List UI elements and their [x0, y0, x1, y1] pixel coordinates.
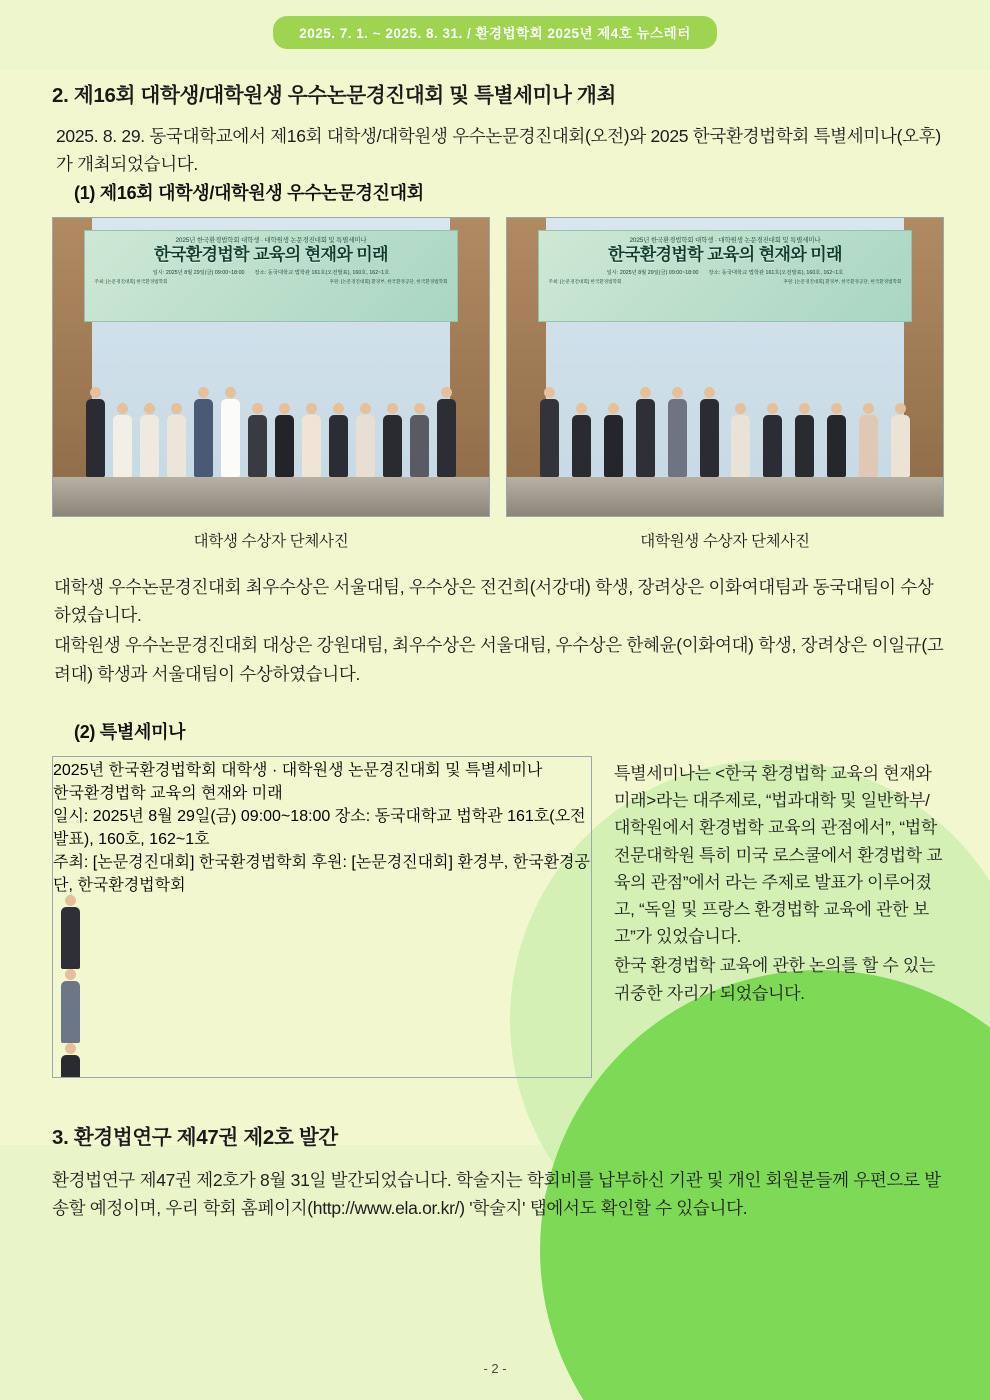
banner-sponsor: 후원: [논문경진대회] 환경부, 한국환경공단, 한국환경법학회 — [53, 854, 590, 895]
section-2-intro: 2025. 8. 29. 동국대학교에서 제16회 대학생/대학원생 우수논문경진대회(오전)와 2025 한국환경법학회 특별세미나(오후)가 개최되었습니다. — [56, 126, 941, 175]
section-3-body: 환경법연구 제47권 제2호가 8월 31일 발간되었습니다. 학술지는 학회비를 납부하신 기관 및 개인 회원분들께 우편으로 발송할 예정이며, 우리 학회 홈페이지(http://www.ela.or.kr/) '학술지' 탭에서도 확인할 수 있습니다. — [52, 1170, 941, 1219]
header-ribbon-wrap — [0, 16, 990, 49]
person — [326, 403, 350, 477]
banner-meta — [91, 268, 452, 276]
section-3-title: 3. 환경법연구 제47권 제2호 발간 — [52, 1126, 338, 1150]
section-2-title: 2. 제16회 대학생/대학원생 우수논문경진대회 및 특별세미나 개최 — [52, 84, 617, 107]
newsletter-date-ribbon: 2025. 7. 1. ~ 2025. 8. 31. / 환경법학회 2025년 제4호 뉴스레터 — [273, 16, 717, 49]
photo-special-seminar — [52, 756, 592, 1078]
banner-host: 주최: [논문경진대회] 한국환경법학회 — [53, 854, 308, 872]
banner-meta-date: 일시: 2025년 8월 29일(금) 09:00~18:00 — [53, 808, 331, 826]
seminar-description — [614, 756, 944, 1007]
person — [218, 387, 242, 477]
person — [84, 387, 108, 477]
photo-graduate-winners — [506, 217, 944, 517]
caption-graduate: 대학원생 수상자 단체사진 — [640, 532, 810, 550]
award-results — [52, 573, 944, 688]
photo-people-group — [538, 334, 913, 477]
person — [601, 403, 625, 477]
banner-title: 한국환경법학 교육의 현재와 미래 — [608, 244, 842, 264]
caption-undergraduate: 대학생 수상자 단체사진 — [193, 532, 349, 550]
section-3 — [52, 1120, 944, 1223]
banner-sponsor: 후원: [논문경진대회] 환경부, 한국환경공단, 한국환경법학회 — [783, 279, 902, 285]
banner-footer — [53, 849, 591, 895]
photo-floor — [53, 477, 489, 516]
person — [538, 387, 562, 477]
banner-subtitle: 2025년 한국환경법학회 대학생 · 대학원생 논문경진대회 및 특별세미나 — [175, 236, 367, 244]
person — [353, 403, 377, 477]
seminar-row — [52, 756, 944, 1078]
person — [164, 403, 188, 477]
person — [825, 403, 849, 477]
banner-meta-place: 장소: 동국대학교 법학관 161호(오전발표), 160호, 162~1호 — [53, 808, 586, 849]
person — [569, 403, 593, 477]
page-number: - 2 - — [483, 1361, 507, 1376]
person — [299, 403, 323, 477]
award-photo-col-right — [506, 217, 944, 551]
banner-host: 주최: [논문경진대회] 한국환경법학회 — [548, 279, 622, 285]
person — [665, 387, 689, 477]
person — [633, 387, 657, 477]
person — [407, 403, 431, 477]
person — [697, 387, 721, 477]
person — [793, 403, 817, 477]
person — [857, 403, 881, 477]
person — [245, 403, 269, 477]
photo-undergraduate-winners — [52, 217, 490, 517]
person — [111, 403, 135, 477]
photo-banner-right — [538, 230, 913, 322]
banner-meta-date: 일시: 2025년 8월 29일(금) 09:00~18:00 — [606, 270, 699, 277]
person — [761, 403, 785, 477]
banner-title: 한국환경법학 교육의 현재와 미래 — [53, 785, 283, 803]
banner-meta — [545, 268, 906, 276]
banner-sponsor: 후원: [논문경진대회] 환경부, 한국환경공단, 한국환경법학회 — [329, 279, 448, 285]
award-result-undergraduate: 대학생 우수논문경진대회 최우수상은 서울대팀, 우수상은 전건희(서강대) 학생, 장려상은 이화여대팀과 동국대팀이 수상하였습니다. — [54, 576, 934, 626]
subsection-2-title: (2) 특별세미나 — [74, 722, 186, 743]
person — [434, 387, 458, 477]
person — [53, 895, 87, 969]
banner-subtitle: 2025년 한국환경법학회 대학생 · 대학원생 논문경진대회 및 특별세미나 — [53, 762, 543, 780]
banner-host: 주최: [논문경진대회] 한국환경법학회 — [94, 279, 168, 285]
photo-banner-left — [84, 230, 459, 322]
page-content — [52, 78, 944, 1223]
photo-banner-seminar — [53, 757, 591, 895]
banner-meta-place: 장소: 동국대학교 법학관 161호(오전발표), 160호, 162~1호 — [708, 270, 844, 277]
banner-footer — [545, 279, 906, 285]
person — [191, 387, 215, 477]
banner-meta-date: 일시: 2025년 8월 29일(금) 09:00~18:00 — [152, 270, 245, 277]
banner-meta-place: 장소: 동국대학교 법학관 161호(오전발표), 160호, 162~1호 — [254, 270, 390, 277]
seminar-section — [52, 718, 944, 1078]
photo-people-group — [84, 334, 459, 477]
person — [137, 403, 161, 477]
subsection-1-title: (1) 제16회 대학생/대학원생 우수논문경진대회 — [74, 182, 424, 203]
banner-subtitle: 2025년 한국환경법학회 대학생 · 대학원생 논문경진대회 및 특별세미나 — [629, 236, 821, 244]
award-photo-row — [52, 217, 944, 551]
award-photo-col-left — [52, 217, 490, 551]
person — [53, 1043, 87, 1078]
photo-floor — [507, 477, 943, 516]
person — [380, 403, 404, 477]
banner-footer — [91, 279, 452, 285]
person — [888, 403, 912, 477]
award-result-graduate: 대학원생 우수논문경진대회 대상은 강원대팀, 최우수상은 서울대팀, 우수상은 한혜윤(이화여대) 학생, 장려상은 이일규(고려대) 학생과 서울대팀이 수상하였습니다. — [54, 635, 944, 684]
person — [729, 403, 753, 477]
banner-meta — [53, 803, 591, 849]
person — [272, 403, 296, 477]
person — [53, 969, 87, 1043]
seminar-text-paragraph-2: 한국 환경법학 교육에 관한 논의를 할 수 있는 귀중한 자리가 되었습니다. — [614, 956, 936, 1003]
seminar-text-paragraph-1: 특별세미나는 <한국 환경법학 교육의 현재와 미래>라는 대주제로, “법과대학 및 일반학부/대학원에서 환경법학 교육의 관점에서”, “법학전문대학원 특히 미국 로스쿨에서 환경법학 교육의 관점”에서 라는 주제로 발표가 이루어졌고, “독일 및 프랑스 환경법학 교육에 관한 보고”가 있었습니다. — [614, 764, 943, 947]
photo-people-group — [53, 895, 591, 1078]
banner-title: 한국환경법학 교육의 현재와 미래 — [154, 244, 388, 264]
